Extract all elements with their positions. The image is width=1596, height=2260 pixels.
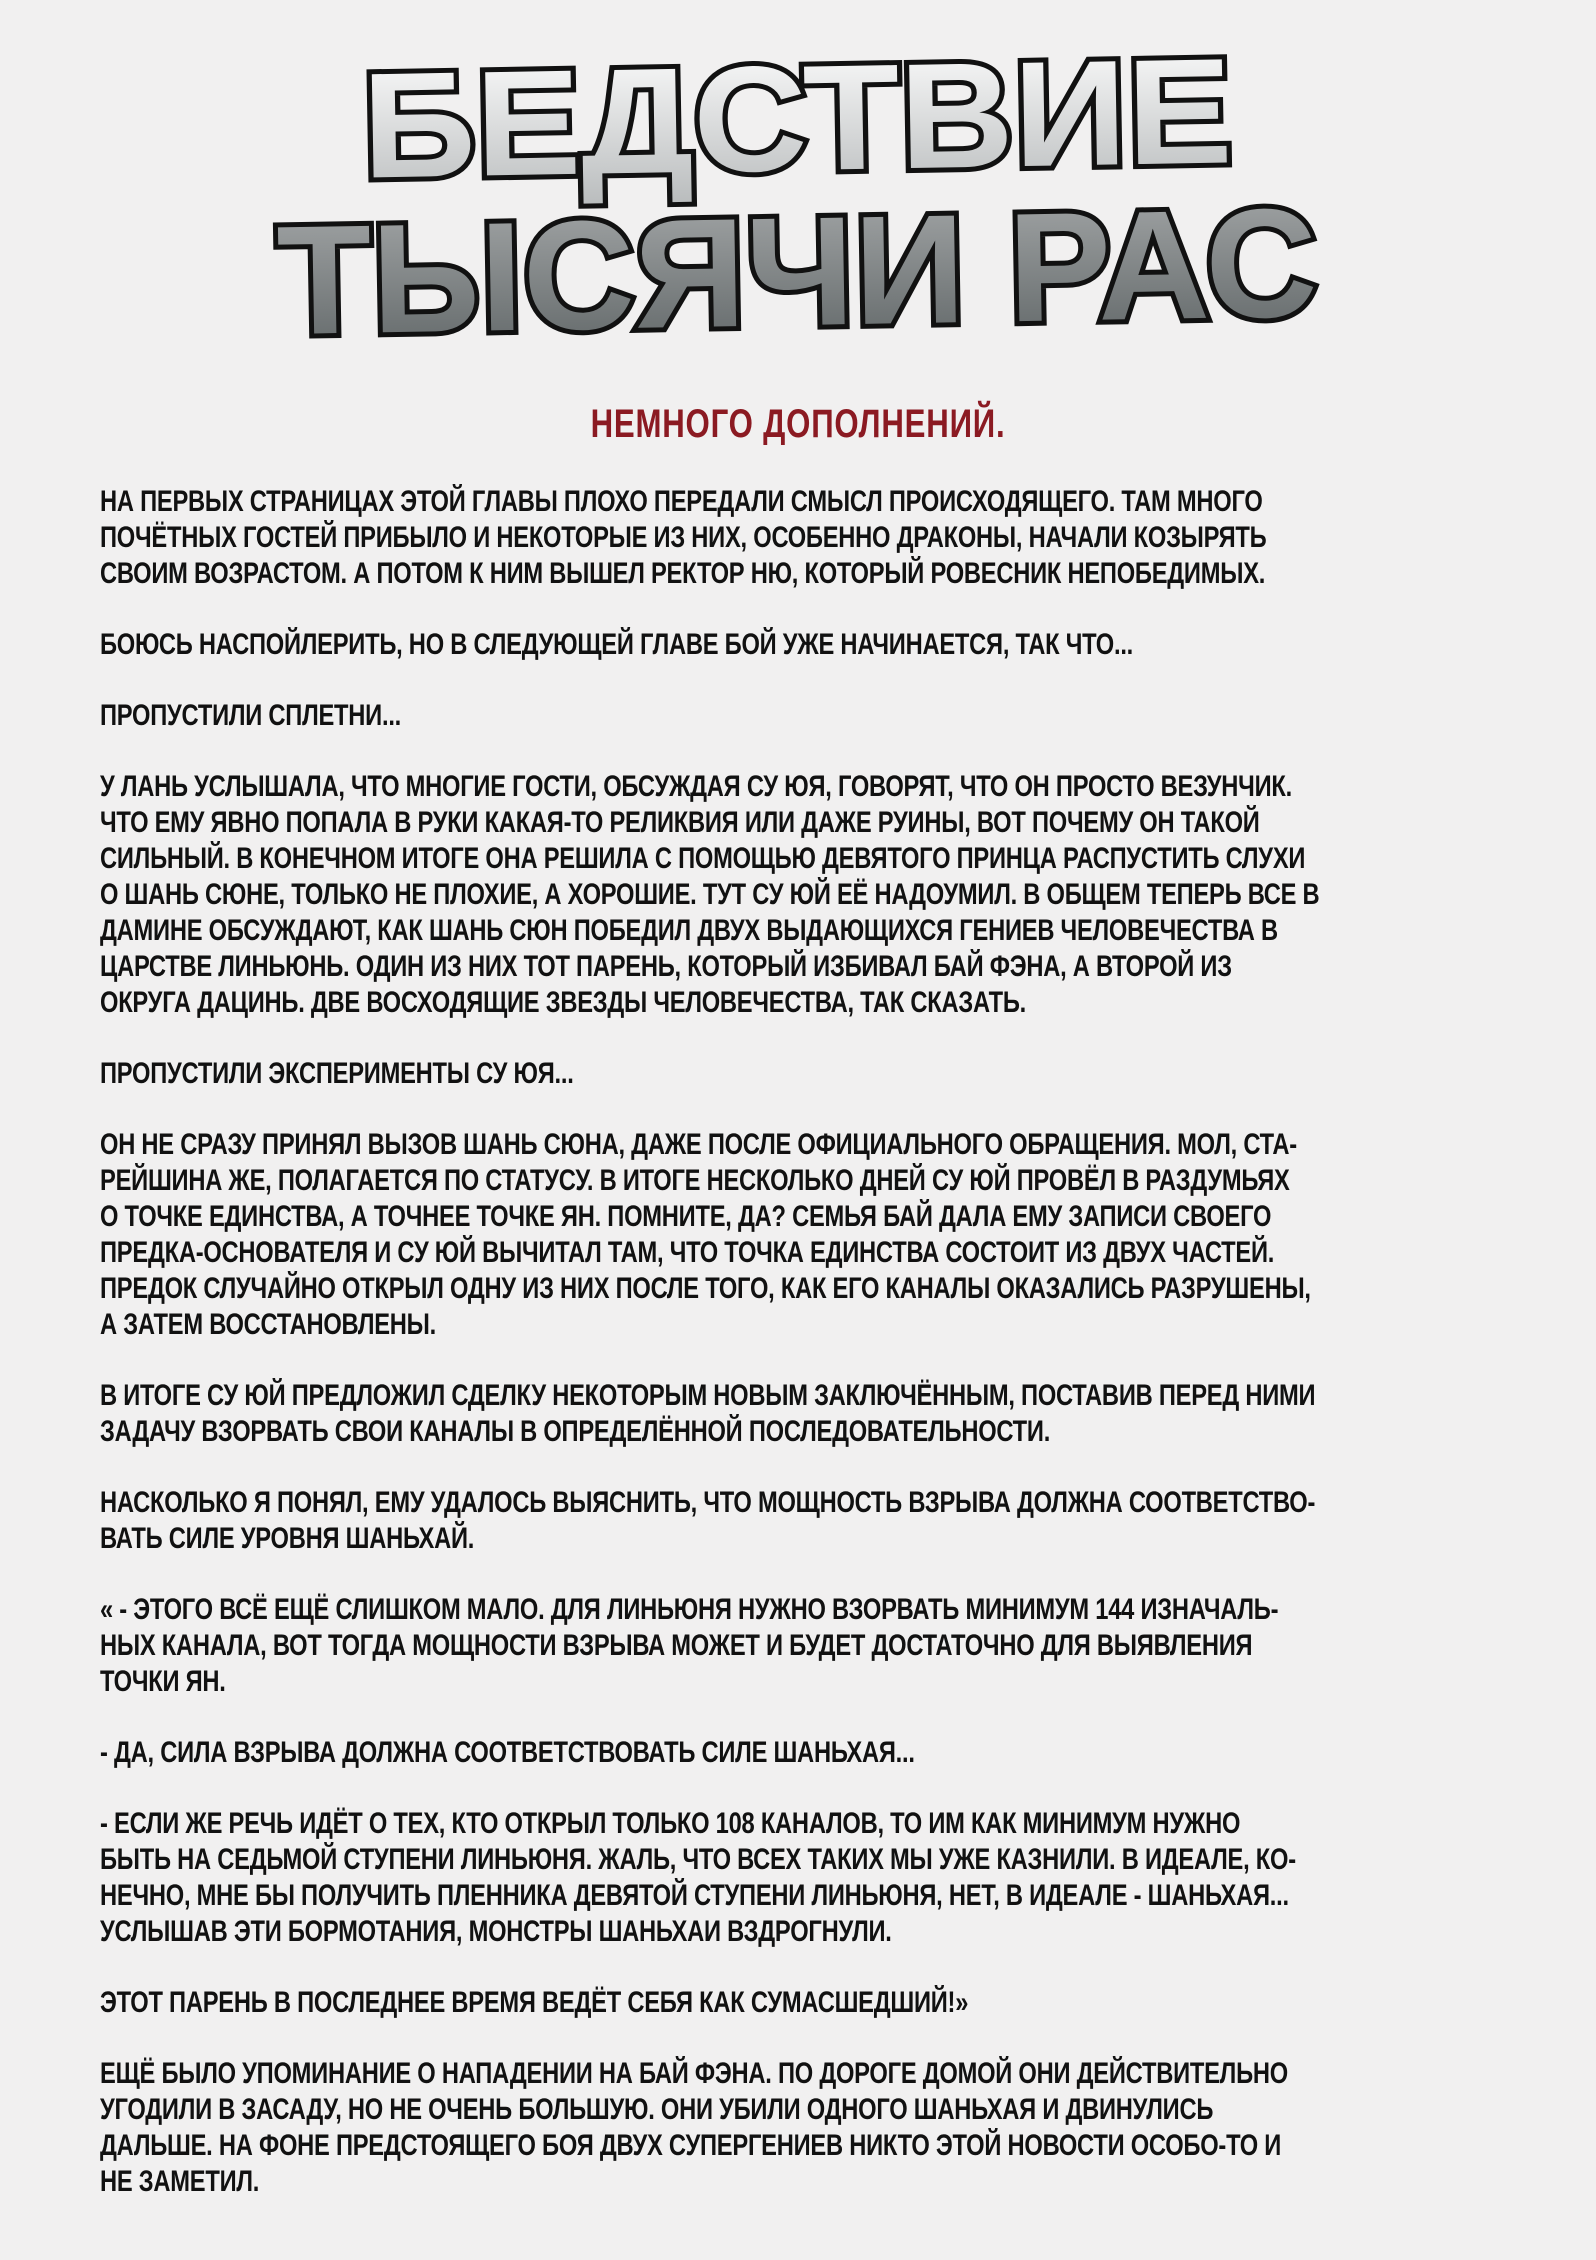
notes-body bbox=[100, 484, 1500, 2235]
paragraph-quote-3: - ЕСЛИ ЖЕ РЕЧЬ ИДЁТ О ТЕХ, КТО ОТКРЫЛ ТОЛЬКО 108 КАНАЛОВ, ТО ИМ КАК МИНИМУМ НУЖНО БЫТЬ НА СЕДЬМОЙ СТУПЕНИ ЛИНЬЮНЯ. ЖАЛЬ, ЧТО ВСЕХ ТАКИХ МЫ УЖЕ КАЗНИЛИ. В ИДЕАЛЕ, КО- НЕЧНО, МНЕ БЫ ПОЛУЧИТЬ ПЛЕННИКА ДЕВЯТОЙ СТУПЕНИ ЛИНЬЮНЯ, НЕТ, В ИДЕАЛЕ - ШАНЬХАЯ... УСЛЫШАВ ЭТИ БОРМОТАНИЯ, МОНСТРЫ ШАНЬХАИ ВЗДРОГНУЛИ. bbox=[100, 1807, 1296, 1948]
paragraph-quote-2: - ДА, СИЛА ВЗРЫВА ДОЛЖНА СООТВЕТСТВОВАТЬ СИЛЕ ШАНЬХАЯ... bbox=[100, 1736, 915, 1769]
logo-line-1: БЕДСТВИЕ bbox=[360, 27, 1191, 210]
logo-line-2: ТЫСЯЧИ РАС bbox=[275, 175, 1322, 350]
paragraph-power: НАСКОЛЬКО Я ПОНЯЛ, ЕМУ УДАЛОСЬ ВЫЯСНИТЬ, ЧТО МОЩНОСТЬ ВЗРЫВА ДОЛЖНА СООТВЕТСТВО- ВАТЬ СИЛЕ УРОВНЯ ШАНЬХАЙ. bbox=[100, 1486, 1316, 1555]
paragraph-spoiler: БОЮСЬ НАСПОЙЛЕРИТЬ, НО В СЛЕДУЮЩЕЙ ГЛАВЕ БОЙ УЖЕ НАЧИНАЕТСЯ, ТАК ЧТО... bbox=[100, 628, 1134, 661]
paragraph-ambush: ЕЩЁ БЫЛО УПОМИНАНИЕ О НАПАДЕНИИ НА БАЙ ФЭНА. ПО ДОРОГЕ ДОМОЙ ОНИ ДЕЙСТВИТЕЛЬНО УГОДИЛИ В ЗАСАДУ, НО НЕ ОЧЕНЬ БОЛЬШУЮ. ОНИ УБИЛИ ОДНОГО ШАНЬХАЯ И ДВИНУЛИСЬ ДАЛЬШЕ. НА ФОНЕ ПРЕДСТОЯЩЕГО БОЯ ДВУХ СУПЕРГЕНИЕВ НИКТО ЭТОЙ НОВОСТИ ОСОБО-ТО И НЕ ЗАМЕТИЛ. bbox=[100, 2057, 1288, 2198]
paragraph-quote-1: « - ЭТОГО ВСЁ ЕЩЁ СЛИШКОМ МАЛО. ДЛЯ ЛИНЬЮНЯ НУЖНО ВЗОРВАТЬ МИНИМУМ 144 ИЗНАЧАЛЬ- НЫХ КАНАЛА, ВОТ ТОГДА МОЩНОСТИ ВЗРЫВА МОЖЕТ И БУДЕТ ДОСТАТОЧНО ДЛЯ ВЫЯВЛЕНИЯ ТОЧКИ ЯН. bbox=[100, 1593, 1279, 1698]
paragraph-intro: НА ПЕРВЫХ СТРАНИЦАХ ЭТОЙ ГЛАВЫ ПЛОХО ПЕРЕДАЛИ СМЫСЛ ПРОИСХОДЯЩЕГО. ТАМ МНОГО ПОЧЁТНЫХ ГОСТЕЙ ПРИБЫЛО И НЕКОТОРЫЕ ИЗ НИХ, ОСОБЕННО ДРАКОНЫ, НАЧАЛИ КОЗЫРЯТЬ СВОИМ ВОЗРАСТОМ. А ПОТОМ К НИМ ВЫШЕЛ РЕКТОР НЮ, КОТОРЫЙ РОВЕСНИК НЕПОБЕДИМЫХ. bbox=[100, 485, 1267, 590]
paragraph-gossip: У ЛАНЬ УСЛЫШАЛА, ЧТО МНОГИЕ ГОСТИ, ОБСУЖДАЯ СУ ЮЯ, ГОВОРЯТ, ЧТО ОН ПРОСТО ВЕЗУНЧИК. ЧТО ЕМУ ЯВНО ПОПАЛА В РУКИ КАКАЯ-ТО РЕЛИКВИЯ ИЛИ ДАЖЕ РУИНЫ, ВОТ ПОЧЕМУ ОН ТАКОЙ СИЛЬНЫЙ. В КОНЕЧНОМ ИТОГЕ ОНА РЕШИЛА С ПОМОЩЬЮ ДЕВЯТОГО ПРИНЦА РАСПУСТИТЬ СЛУХИ О ШАНЬ СЮНЕ, ТОЛЬКО НЕ ПЛОХИЕ, А ХОРОШИЕ. ТУТ СУ ЮЙ ЕЁ НАДОУМИЛ. В ОБЩЕМ ТЕПЕРЬ ВСЕ В ДАМИНЕ ОБСУЖДАЮТ, КАК ШАНЬ СЮН ПОБЕДИЛ ДВУХ ВЫДАЮЩИХСЯ ГЕНИЕВ ЧЕЛОВЕЧЕСТВА В ЦАРСТВЕ ЛИНЬЮНЬ. ОДИН ИЗ НИХ ТОТ ПАРЕНЬ, КОТОРЫЙ ИЗБИВАЛ БАЙ ФЭНА, А ВТОРОЙ ИЗ ОКРУГА ДАЦИНЬ. ДВЕ ВОСХОДЯЩИЕ ЗВЕЗДЫ ЧЕЛОВЕЧЕСТВА, ТАК СКАЗАТЬ. bbox=[100, 770, 1320, 1019]
paragraph-experiments-header: ПРОПУСТИЛИ ЭКСПЕРИМЕНТЫ СУ ЮЯ... bbox=[100, 1057, 574, 1090]
title-logo bbox=[0, 20, 1596, 350]
paragraph-experiments: ОН НЕ СРАЗУ ПРИНЯЛ ВЫЗОВ ШАНЬ СЮНА, ДАЖЕ ПОСЛЕ ОФИЦИАЛЬНОГО ОБРАЩЕНИЯ. МОЛ, СТА- РЕЙШИНА ЖЕ, ПОЛАГАЕТСЯ ПО СТАТУСУ. В ИТОГЕ НЕСКОЛЬКО ДНЕЙ СУ ЮЙ ПРОВЁЛ В РАЗДУМЬЯХ О ТОЧКЕ ЕДИНСТВА, А ТОЧНЕЕ ТОЧКЕ ЯН. ПОМНИТЕ, ДА? СЕМЬЯ БАЙ ДАЛА ЕМУ ЗАПИСИ СВОЕГО ПРЕДКА-ОСНОВАТЕЛЯ И СУ ЮЙ ВЫЧИТАЛ ТАМ, ЧТО ТОЧКА ЕДИНСТВА СОСТОИТ ИЗ ДВУХ ЧАСТЕЙ. ПРЕДОК СЛУЧАЙНО ОТКРЫЛ ОДНУ ИЗ НИХ ПОСЛЕ ТОГО, КАК ЕГО КАНАЛЫ ОКАЗАЛИСЬ РАЗРУШЕНЫ, А ЗАТЕМ ВОССТАНОВЛЕНЫ. bbox=[100, 1128, 1311, 1341]
paragraph-deal: В ИТОГЕ СУ ЮЙ ПРЕДЛОЖИЛ СДЕЛКУ НЕКОТОРЫМ НОВЫМ ЗАКЛЮЧЁННЫМ, ПОСТАВИВ ПЕРЕД НИМИ ЗАДАЧУ ВЗОРВАТЬ СВОИ КАНАЛЫ В ОПРЕДЕЛЁННОЙ ПОСЛЕДОВАТЕЛЬНОСТИ. bbox=[100, 1379, 1316, 1448]
section-heading: НЕМНОГО ДОПОЛНЕНИЙ. bbox=[590, 402, 1006, 446]
paragraph-quote-4: ЭТОТ ПАРЕНЬ В ПОСЛЕДНЕЕ ВРЕМЯ ВЕДЁТ СЕБЯ КАК СУМАСШЕДШИЙ!» bbox=[100, 1986, 969, 2019]
paragraph-gossip-header: ПРОПУСТИЛИ СПЛЕТНИ... bbox=[100, 699, 402, 732]
